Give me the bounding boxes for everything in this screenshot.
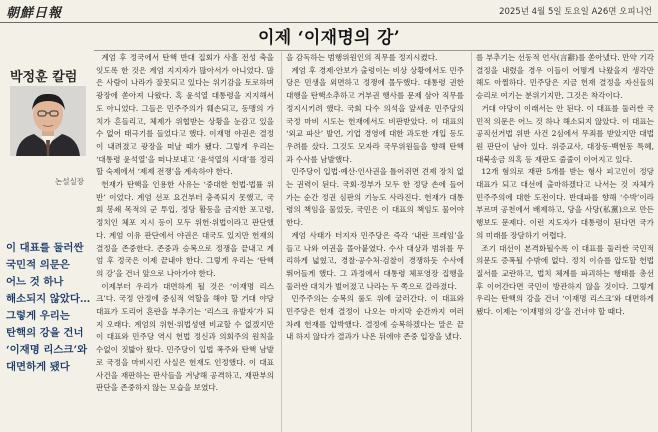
pull-quote-line: 탄핵의 강을 건너: [6, 327, 84, 339]
article-column-1: [96, 52, 274, 432]
pull-quote-line: 해소되지 않았다…: [6, 293, 91, 305]
page-title: 이제 ‘이재명의 강’: [258, 28, 400, 48]
paragraph: 12개 혐의로 재판 5개를 받는 형사 피고인이 정당 대표가 되고 대선에 출마하겠다고 나서는 것 자체가 민주주의에 대한 도전이다. 반대파를 향해 ‘수박’이라 부르며 공천에서 배제하고, 당을 사당(私黨)으로 만든 행보도 문제다. 이런 지도자가 대통령이 된다면 국가의 미래를 장담하기 어렵다.: [476, 167, 654, 240]
paragraph: 헌재가 탄핵을 인용한 사유는 ‘중대한 헌법·법률 위반’ 이었다. 계엄 선포 요건부터 충족되지 못했고, 국회 봉쇄 목적의 군 투입, 정당 활동을 금지한 포고령, 정치인 체포 지시 등이 모두 위헌·위법이라고 판단했다. 계엄 이유 판단에서 야권은 대국도 있지만 헌재의 결정을 존중한다. 존중과 승복으로 정쟁을 끝내고 계엄 후 정국은 이제 끝내야 한다. 그렇게 우리는 ‘탄핵의 강’을 건너 앞으로 나아가야 한다.: [96, 180, 274, 278]
paragraph: 계엄 후 정국에서 탄핵 반대 집회가 사흘 전성 축을 잇도록 한 것은 계엄 지지자가 많아서가 아니었다. 많은 사람이 나라가 잘못되고 있다는 위기감을 토로하며 광장에 쏟아져 나왔다. 혹 윤석열 대통령을 지지해서도 아니었다. 그들은 민주주의가 훼손되고, 동맹의 가치가 흔들리고, 체제가 위협받는 상황을 눈감고 있을 수 없어 태극기를 들었다고 했다. 이재명 야권은 결정이 내려졌고 광장을 떠날 때가 됐다. 그렇게 우리는 ‘대통령 윤석열’을 떠나보내고 ‘윤석열의 시대’를 정리할 숙제에서 ‘제제 전쟁’을 계속하야 한다.: [96, 53, 274, 177]
pull-quote-line: 국민적 의문은: [6, 259, 70, 271]
column-divider: [471, 52, 472, 432]
column-divider: [281, 52, 282, 432]
headline-divider: [94, 50, 654, 51]
paragraph: 계엄 사태가 터지자 민주당은 즉각 ‘내란 프레임’을 들고 나와 여권을 몰아붙였다. 수사 대상과 범위를 무리하게 넓혔고, 경찰·공수처·검찰이 경쟁하듯 수사에 뛰어들게 했다. 그 과정에서 대통령 체포영장 집행을 둘러싼 대치가 벌어졌고 나라는 두 쪽으로 갈라졌다.: [286, 230, 464, 291]
paragraph: 조기 대선이 본격화될수록 이 대표를 둘러싼 국민적 의문도 증폭될 수밖에 없다. 정치 이슈를 압도할 헌법 질서를 교란하고, 법치 체계를 파괴하는 행태를 총선 후 이어간다면 국민이 방관하지 않을 것이다. 그렇게 우리는 탄핵의 강을 건너 ‘이재명 리스크’와 대면하게 됐다. 이제는 ‘이재명의 강’을 건너야 할 때다.: [476, 243, 654, 317]
pull-quote: [6, 240, 90, 376]
paragraph: 계엄 후 경제·안보가 출렁이는 비상 상황에서도 민주당은 민생을 외면하고 정쟁에 몰두했다. 대통령 권한대행을 탄핵소추하고 거부권 행사를 문제 삼아 직무를 정지시키려 했다. 국회 다수 의석을 앞세운 민주당의 국정 마비 시도는 헌재에서도 비판받았다. 이 대표의 ‘외교 파산’ 발언, 기업 경영에 대한 과도한 개입 등도 우려를 샀다. 그것도 모자라 국무위원들을 향해 탄핵과 수사를 남발했다.: [286, 65, 464, 164]
author-role: 논설실장: [55, 177, 84, 186]
masthead: [0, 0, 658, 23]
paragraph: 민주당이 입법·예산·인사권을 틀어쥐면 견제 장치 없는 권력이 된다. 국회·정부가 모두 한 정당 손에 들어가는 순간 정권 심판의 기능도 사라진다. 헌재가 대통령의 책임을 물었듯, 국민은 이 대표의 책임도 물어야 한다.: [286, 167, 464, 228]
pull-quote-line: 어느 것 하나: [6, 276, 64, 288]
column-title: 박정훈 칼럼: [10, 70, 78, 85]
paragraph: 민주주의는 승복의 룰도 위에 굴러간다. 이 대표와 민주당은 헌재 결정이 나오는 마지막 순간까지 여러 차례 헌재를 압박했다. 결정에 승복하겠다는 말은 끝내 하지 않다가 결과가 나온 뒤에야 존중 입장을 냈다.: [286, 294, 464, 342]
dateline: 2025년 4월 5일 토요일 A26면 오피니언: [499, 7, 652, 17]
article-column-3: [476, 52, 654, 432]
paragraph: 을 감독하는 범행위원인의 직무를 정지시켰다.: [286, 53, 438, 62]
avatar: [10, 86, 86, 156]
pull-quote-line: ‘이재명 리스크’와: [6, 344, 88, 356]
pull-quote-line: 이 대표를 둘러싼: [6, 242, 84, 254]
paragraph: 를 부추기는 선동적 언사(言辭)를 쏟아냈다. 만약 기각 결정을 내렸을 경우 이들이 어떻게 나왔을지 생각만 해도 아찔하다. 민주당은 지금 헌재 결정을 자신들의 승리로 여기는 분위기지만, 그것은 착각이다.: [476, 53, 654, 101]
paragraph: 이제부터 우리가 대면하게 될 것은 ‘이재명 리스크’다. 국정 안정에 중심적 역할을 해야 할 거대 야당 대표가 도리어 혼란을 부추기는 ‘리스크 유발자’가 되지 오래다. 계엄의 위헌·위법성엔 비교할 수 없겠지만 이 대표와 민주당 역시 헌법 정신과 의회주의 원칙을 수없이 짓밟아 왔다. 민주당이 입법 폭주와 탄핵 남발로 국정을 마비시킨 사실은 헌재도 인정했다. 이 대표 사건을 재판하는 판사들을 겨냥해 공격하고, 재판부의 판단을 존중하지 않는 모습을 보였다.: [96, 281, 274, 393]
pull-quote-line: 대면하게 됐다: [6, 361, 70, 373]
paragraph: 거대 야당이 이래서는 안 된다. 이 대표를 둘러싼 국민적 의문은 어느 것 하나 해소되지 않았다. 이 대표는 공직선거법 위반 사건 2심에서 무죄를 받았지만 대법원 판단이 남아 있다. 위증교사, 대장동·백현동 특혜, 대북송금 의혹 등 재판도 줄줄이 이어지고 있다.: [476, 103, 654, 164]
article-column-2: [286, 52, 464, 432]
pull-quote-line: 그렇게 우리는: [6, 310, 70, 322]
author-photo: [10, 86, 86, 156]
newspaper-logo: 朝鮮日報: [6, 6, 63, 21]
